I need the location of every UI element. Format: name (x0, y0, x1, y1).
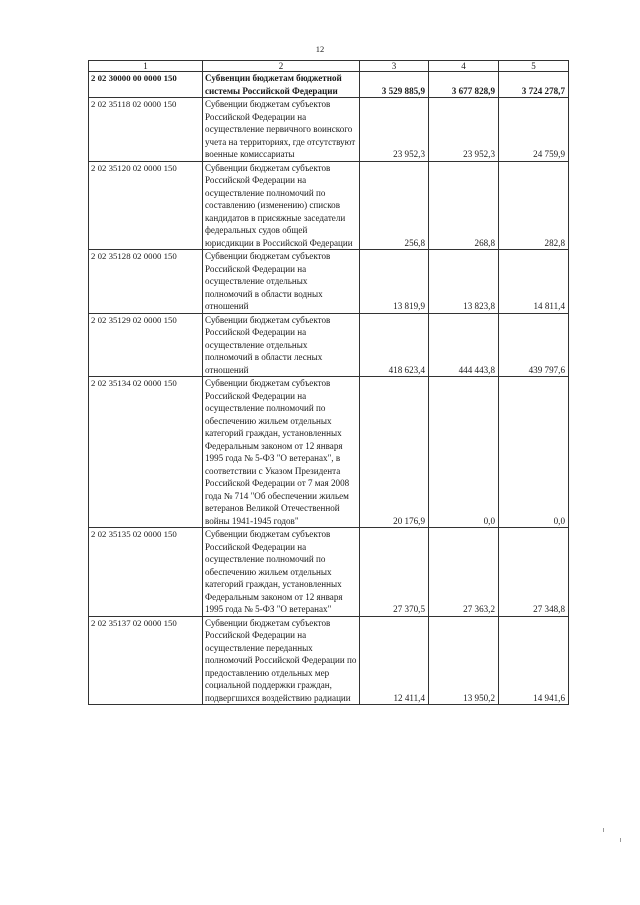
amount-year1-cell: 3 529 885,9 (360, 72, 429, 98)
budget-code-cell: 2 02 35128 02 0000 150 (89, 250, 203, 314)
amount-year2-cell: 444 443,8 (429, 313, 499, 377)
amount-year2-cell: 27 363,2 (429, 528, 499, 617)
budget-code-cell: 2 02 35120 02 0000 150 (89, 161, 203, 250)
column-number-4: 4 (429, 61, 499, 72)
revenue-name-cell: Субвенции бюджетам субъектов Российской Федерации на осуществление отдельных полномочий в области водных отношений (203, 250, 360, 314)
scan-mark (603, 828, 604, 832)
amount-year2-cell: 268,8 (429, 161, 499, 250)
budget-table (88, 60, 569, 705)
column-number-2: 2 (203, 61, 360, 72)
amount-year2-cell: 0,0 (429, 377, 499, 528)
table-row (89, 250, 569, 314)
amount-year3-cell: 0,0 (499, 377, 569, 528)
amount-year3-cell: 14 941,6 (499, 616, 569, 705)
amount-year1-cell: 12 411,4 (360, 616, 429, 705)
amount-year2-cell: 3 677 828,9 (429, 72, 499, 98)
budget-code-cell: 2 02 35135 02 0000 150 (89, 528, 203, 617)
table-total-row (89, 72, 569, 98)
amount-year1-cell: 20 176,9 (360, 377, 429, 528)
amount-year3-cell: 24 759,9 (499, 98, 569, 162)
amount-year2-cell: 13 950,2 (429, 616, 499, 705)
revenue-name-cell: Субвенции бюджетам бюджетной системы Российской Федерации (203, 72, 360, 98)
amount-year1-cell: 27 370,5 (360, 528, 429, 617)
amount-year1-cell: 23 952,3 (360, 98, 429, 162)
amount-year3-cell: 3 724 278,7 (499, 72, 569, 98)
amount-year2-cell: 23 952,3 (429, 98, 499, 162)
table-row (89, 616, 569, 705)
table-row (89, 313, 569, 377)
revenue-name-cell: Субвенции бюджетам субъектов Российской Федерации на осуществление полномочий по обеспечению жильем отдельных категорий граждан, установленных Федеральным законом от 12 января 1995 года № 5-ФЗ "О ветеранах" (203, 528, 360, 617)
revenue-name-cell: Субвенции бюджетам субъектов Российской Федерации на осуществление отдельных полномочий в области лесных отношений (203, 313, 360, 377)
amount-year3-cell: 282,8 (499, 161, 569, 250)
page-number: 12 (315, 44, 325, 54)
amount-year1-cell: 256,8 (360, 161, 429, 250)
budget-code-cell: 2 02 35137 02 0000 150 (89, 616, 203, 705)
column-number-5: 5 (499, 61, 569, 72)
table-row (89, 528, 569, 617)
revenue-name-cell: Субвенции бюджетам субъектов Российской Федерации на осуществление полномочий по обеспечению жильем отдельных категорий граждан, установленных Федеральным законом от 12 января 1995 года № 5-ФЗ "О ветеранах", в соответствии с Указом Президента Российской Федерации от 7 мая 2008 года № 714 "Об обеспечении жильем ветеранов Великой Отечественной войны 1941-1945 годов" (203, 377, 360, 528)
budget-code-cell: 2 02 35134 02 0000 150 (89, 377, 203, 528)
revenue-name-cell: Субвенции бюджетам субъектов Российской Федерации на осуществление полномочий по составлению (изменению) списков кандидатов в присяжные заседатели федеральных судов общей юрисдикции в Российской Федерации (203, 161, 360, 250)
amount-year2-cell: 13 823,8 (429, 250, 499, 314)
amount-year3-cell: 14 811,4 (499, 250, 569, 314)
amount-year3-cell: 27 348,8 (499, 528, 569, 617)
budget-code-cell: 2 02 30000 00 0000 150 (89, 72, 203, 98)
scan-mark (620, 838, 621, 842)
amount-year1-cell: 418 623,4 (360, 313, 429, 377)
revenue-name-cell: Субвенции бюджетам субъектов Российской Федерации на осуществление переданных полномочий Российской Федерации по предоставлению отдельных мер социальной поддержки граждан, подвергшихся воздействию радиации (203, 616, 360, 705)
table-row (89, 161, 569, 250)
amount-year3-cell: 439 797,6 (499, 313, 569, 377)
column-number-3: 3 (360, 61, 429, 72)
revenue-name-cell: Субвенции бюджетам субъектов Российской Федерации на осуществление первичного воинского учета на территориях, где отсутствуют военные комиссариаты (203, 98, 360, 162)
column-number-1: 1 (89, 61, 203, 72)
budget-code-cell: 2 02 35129 02 0000 150 (89, 313, 203, 377)
budget-code-cell: 2 02 35118 02 0000 150 (89, 98, 203, 162)
table-row (89, 98, 569, 162)
table-row (89, 377, 569, 528)
column-number-row (89, 61, 569, 72)
amount-year1-cell: 13 819,9 (360, 250, 429, 314)
